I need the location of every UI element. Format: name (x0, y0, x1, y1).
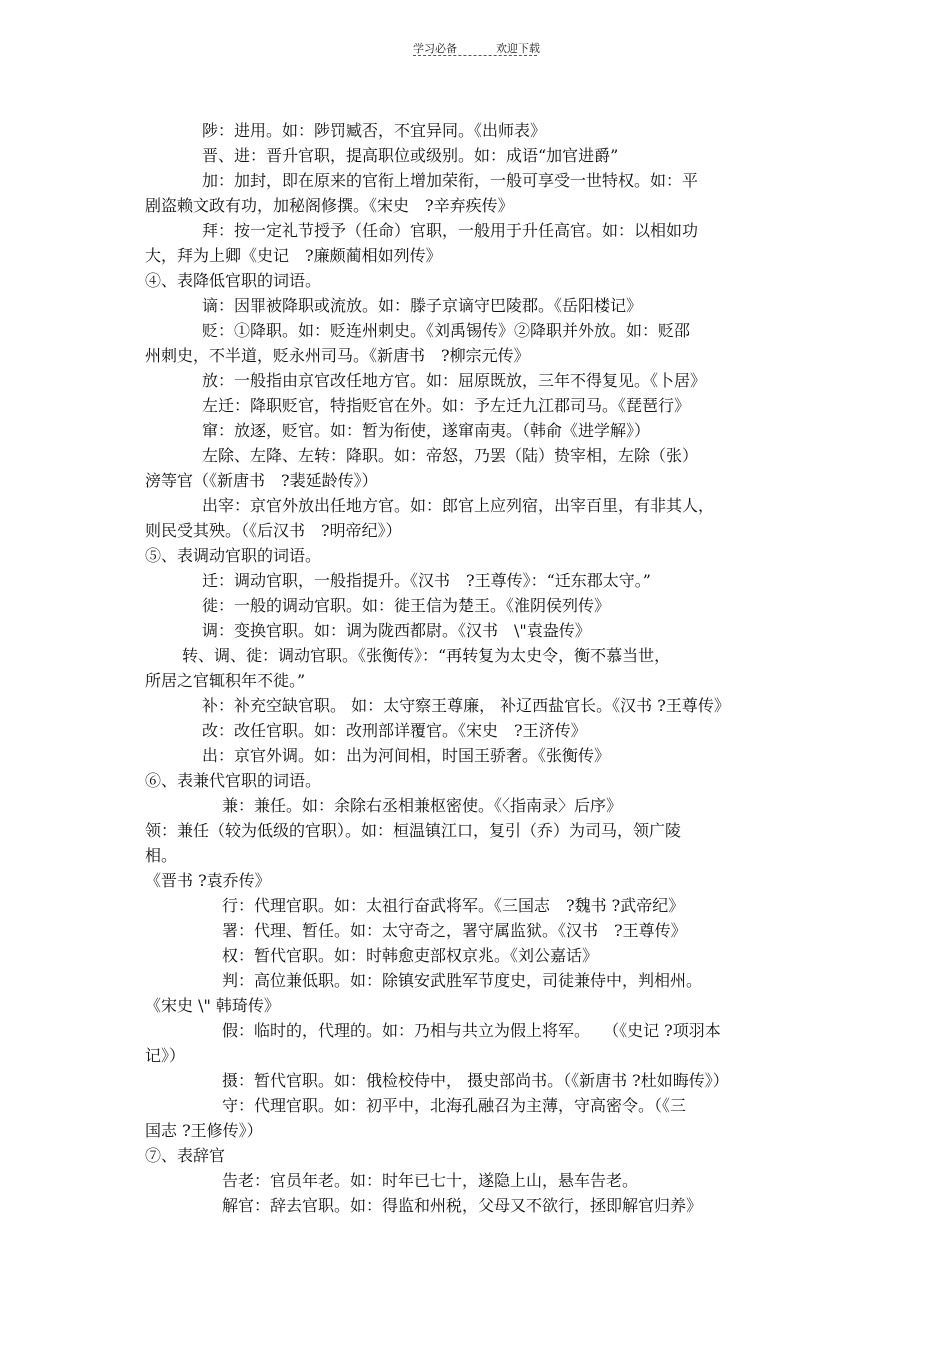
text-line: 国志 ?王修传》） (145, 1121, 263, 1140)
document-body (145, 118, 815, 1218)
text-line: 转、调、徙：调动官职。《张衡传》：“再转复为太史令，衡不慕当世， (182, 646, 671, 665)
text-line: 州刺史，不半道，贬永州司马。《新唐书 ?柳宗元传》 (145, 346, 530, 365)
text-line: 补：补充空缺官职。 如：太守察王尊廉， 补辽西盐官长。《汉书 ?王尊传》 (202, 696, 730, 715)
header-right-text: 欢迎下载 (496, 42, 540, 55)
text-line: 出：京官外调。如：出为河间相，时国王骄奢。《张衡传》 (202, 746, 611, 765)
text-line: 左除、左降、左转：降职。如：帝怒，乃罢（陆）贽宰相，左除（张） (202, 446, 699, 465)
text-line: 告老：官员年老。如：时年已七十，遂隐上山，悬车告老。 (222, 1171, 639, 1190)
text-line: 谪：因罪被降职或流放。如：滕子京谪守巴陵郡。《岳阳楼记》 (202, 296, 643, 315)
text-line: 窜：放逐，贬官。如：暂为衔使，遂窜南夷。（韩俞《进学解》） (202, 421, 651, 440)
text-line: 《宋史 \" 韩琦传》 (145, 996, 280, 1015)
text-line: 大，拜为上卿《史记 ?廉颇蔺相如列传》 (145, 246, 442, 265)
text-line: 迁：调动官职，一般指提升。《汉书 ?王尊传》：“迁东郡太守。” (202, 571, 651, 590)
text-line: 滂等官（《新唐书 ?裴延龄传》） (145, 471, 378, 490)
text-line: 记》） (145, 1046, 186, 1065)
text-line: 徙：一般的调动官职。如：徙王信为楚王。《淮阴侯列传》 (202, 596, 611, 615)
text-line: ⑦、表辞官 (145, 1146, 226, 1165)
header-left-text: 学习必备 (413, 42, 457, 55)
text-line: 《晋书 ?袁乔传》 (145, 871, 271, 890)
text-line: 相。 (145, 846, 178, 865)
text-line: 调：变换官职。如：调为陇西都尉。《汉书 \"袁盎传》 (202, 621, 591, 640)
text-line: 兼：兼任。如：余除右丞相兼枢密使。《〈指南录〉后序》 (222, 796, 623, 815)
text-line: ④、表降低官职的词语。 (145, 271, 322, 290)
text-line: ⑤、表调动官职的词语。 (145, 546, 322, 565)
text-line: 权：暂代官职。如：时韩愈吏部权京兆。《刘公嘉话》 (222, 946, 599, 965)
text-line: 出宰：京官外放出任地方官。如：郎官上应列宿，出宰百里，有非其人， (202, 496, 715, 515)
text-line: 晋、进：晋升官职，提高职位或级别。如：成语“加官进爵” (202, 146, 619, 165)
text-line: 左迁：降职贬官，特指贬官在外。如：予左迁九江郡司马。《琵琶行》 (202, 396, 691, 415)
page-header (0, 40, 950, 60)
text-line: 领：兼任（较为低级的官职）。如：桓温镇江口，复引（乔）为司马，领广陵 (145, 821, 682, 840)
text-line: 剧盗赖文政有功，加秘阁修撰。《宋史 ?辛弃疾传》 (145, 196, 514, 215)
text-line: 贬：①降职。如：贬连州刺史。《刘禹锡传》②降职并外放。如：贬邵 (202, 321, 691, 340)
text-line: 行：代理官职。如：太祖行奋武将军。《三国志 ?魏书 ?武帝纪》 (222, 896, 685, 915)
text-line: 假：临时的，代理的。如：乃相与共立为假上将军。 （《史记 ?项羽本 (222, 1021, 721, 1040)
text-line: 则民受其殃。（《后汉书 ?明帝纪》） (145, 521, 402, 540)
text-line: 陟：进用。如：陟罚臧否，不宜异同。《出师表》 (202, 121, 547, 140)
text-line: 所居之官辄积年不徙。” (145, 671, 306, 690)
header-rule (413, 55, 537, 56)
text-line: ⑥、表兼代官职的词语。 (145, 771, 322, 790)
text-line: 放：一般指由京官改任地方官。如：屈原既放，三年不得复见。《卜居》 (202, 371, 707, 390)
text-line: 解官：辞去官职。如：得监和州税，父母又不欲行，拯即解官归养》 (222, 1196, 703, 1215)
text-line: 拜：按一定礼节授予（任命）官职，一般用于升任高官。如：以相如功 (202, 221, 699, 240)
text-line: 加：加封，即在原来的官衔上增加荣衔，一般可享受一世特权。如：平 (202, 171, 699, 190)
text-line: 判：高位兼低职。如：除镇安武胜军节度史，司徒兼侍中，判相州。 (222, 971, 703, 990)
text-line: 改：改任官职。如：改刑部详覆官。《宋史 ?王济传》 (202, 721, 587, 740)
text-line: 守：代理官职。如：初平中，北海孔融召为主薄，守高密令。（《三 (222, 1096, 687, 1115)
text-line: 署：代理、暂任。如：太守奇之，署守属监狱。《汉书 ?王尊传》 (222, 921, 687, 940)
text-line: 摄：暂代官职。如：俄检校侍中， 摄史部尚书。（《新唐书 ?杜如晦传》） (222, 1071, 729, 1090)
